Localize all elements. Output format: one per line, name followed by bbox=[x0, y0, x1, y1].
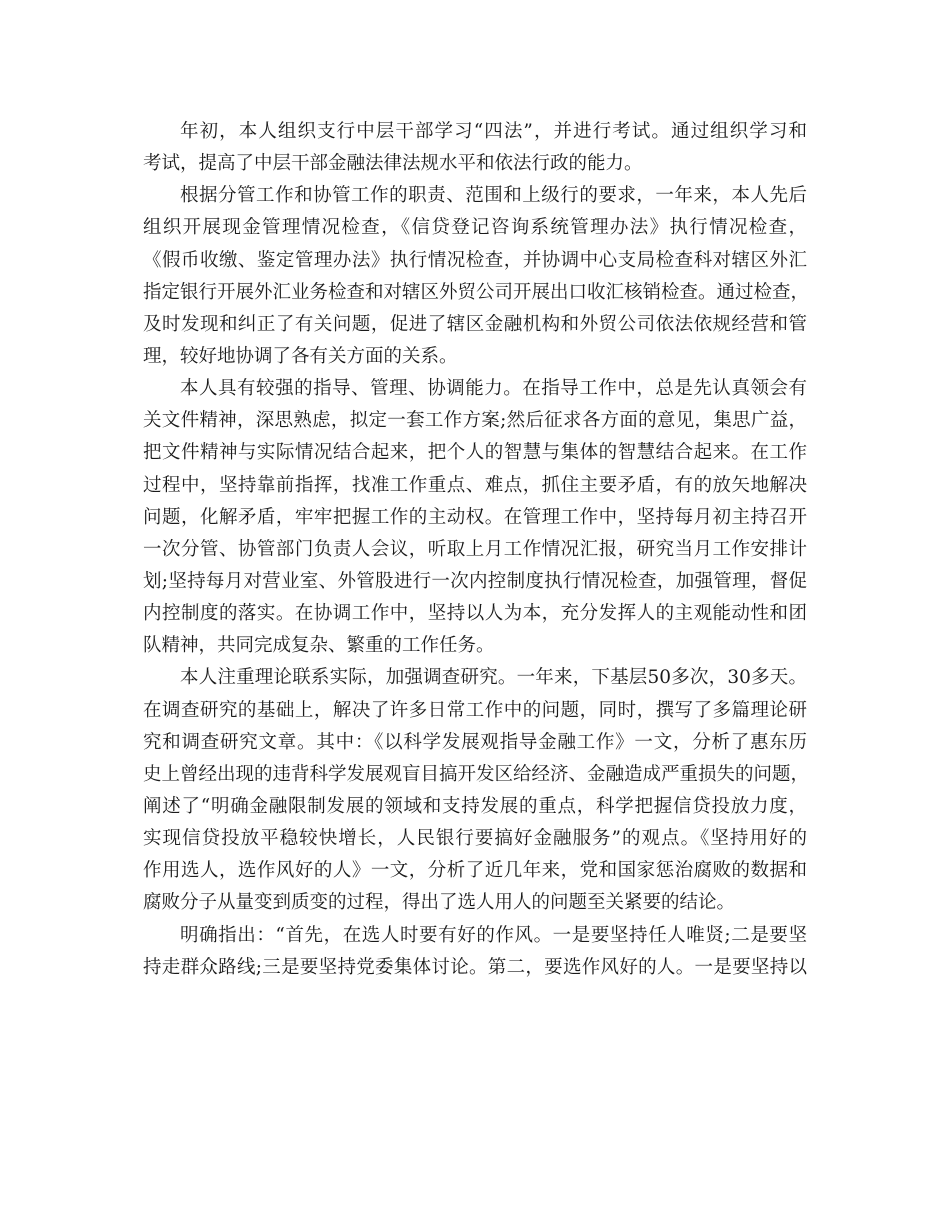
text-line: 本人具有较强的指导、管理、协调能力。在指导工作中，总是先认真领会有 bbox=[180, 378, 807, 400]
text-line: 明确指出：“首先，在选人时要有好的作风。一是要坚持任人唯贤;二是要坚 bbox=[180, 924, 807, 946]
text-line: 年初，本人组织支行中层干部学习“四法”，并进行考试。通过组织学习和 bbox=[180, 121, 807, 142]
text-line: 一次分管、协管部门负责人会议，听取上月工作情况汇报，研究当月工作安排计 bbox=[143, 538, 807, 560]
text-line: 及时发现和纠正了有关问题，促进了辖区金融机构和外贸公司依法依规经营和管 bbox=[143, 313, 807, 335]
text-line: 根据分管工作和协管工作的职责、范围和上级行的要求，一年来，本人先后 bbox=[180, 185, 807, 207]
text-line: 腐败分子从量变到质变的过程，得出了选人用人的问题至关紧要的结论。 bbox=[143, 892, 736, 914]
text-line: 理，较好地协调了各有关方面的关系。 bbox=[143, 345, 458, 367]
document-body bbox=[143, 116, 810, 984]
text-line: 究和调查研究文章。其中：《以科学发展观指导金融工作》一文，分析了惠东历 bbox=[143, 731, 807, 753]
text-line: 划;坚持每月对营业室、外管股进行一次内控制度执行情况检查，加强管理，督促 bbox=[143, 570, 807, 592]
text-line: 作用选人，选作风好的人》一文，分析了近几年来，党和国家惩治腐败的数据和 bbox=[143, 860, 807, 882]
text-line: 关文件精神，深思熟虑，拟定一套工作方案;然后征求各方面的意见，集思广益， bbox=[143, 410, 807, 432]
text-line: 组织开展现金管理情况检查，《信贷登记咨询系统管理办法》执行情况检查， bbox=[143, 217, 807, 239]
text-line: 指定银行开展外汇业务检查和对辖区外贸公司开展出口收汇核销检查。通过检查， bbox=[143, 281, 810, 303]
text-line: 内控制度的落实。在协调工作中，坚持以人为本，充分发挥人的主观能动性和团 bbox=[143, 603, 807, 625]
text-line: 问题，化解矛盾，牢牢把握工作的主动权。在管理工作中，坚持每月初主持召开 bbox=[143, 506, 807, 528]
text-line: 队精神，共同完成复杂、繁重的工作任务。 bbox=[143, 635, 495, 657]
text-line: 《假币收缴、鉴定管理办法》执行情况检查，并协调中心支局检查科对辖区外汇 bbox=[143, 249, 807, 271]
text-line: 持走群众路线;三是要坚持党委集体讨论。第二，要选作风好的人。一是要坚持以 bbox=[143, 956, 807, 978]
text-line: 阐述了“明确金融限制发展的领域和支持发展的重点，科学把握信贷投放力度， bbox=[143, 795, 807, 817]
text-line: 过程中，坚持靠前指挥，找准工作重点、难点，抓住主要矛盾，有的放矢地解决 bbox=[143, 474, 807, 496]
text-line: 实现信贷投放平稳较快增长，人民银行要搞好金融服务”的观点。《坚持用好的 bbox=[143, 828, 807, 850]
text-line: 本人注重理论联系实际，加强调查研究。一年来，下基层50多次，30多天。 bbox=[180, 667, 807, 689]
text-line: 考试，提高了中层干部金融法律法规水平和依法行政的能力。 bbox=[143, 153, 643, 175]
text-line: 史上曾经出现的违背科学发展观盲目搞开发区给经济、金融造成严重损失的问题， bbox=[143, 763, 810, 785]
text-line: 在调查研究的基础上，解决了许多日常工作中的问题，同时，撰写了多篇理论研 bbox=[143, 699, 807, 721]
text-line: 把文件精神与实际情况结合起来，把个人的智慧与集体的智慧结合起来。在工作 bbox=[143, 442, 807, 464]
